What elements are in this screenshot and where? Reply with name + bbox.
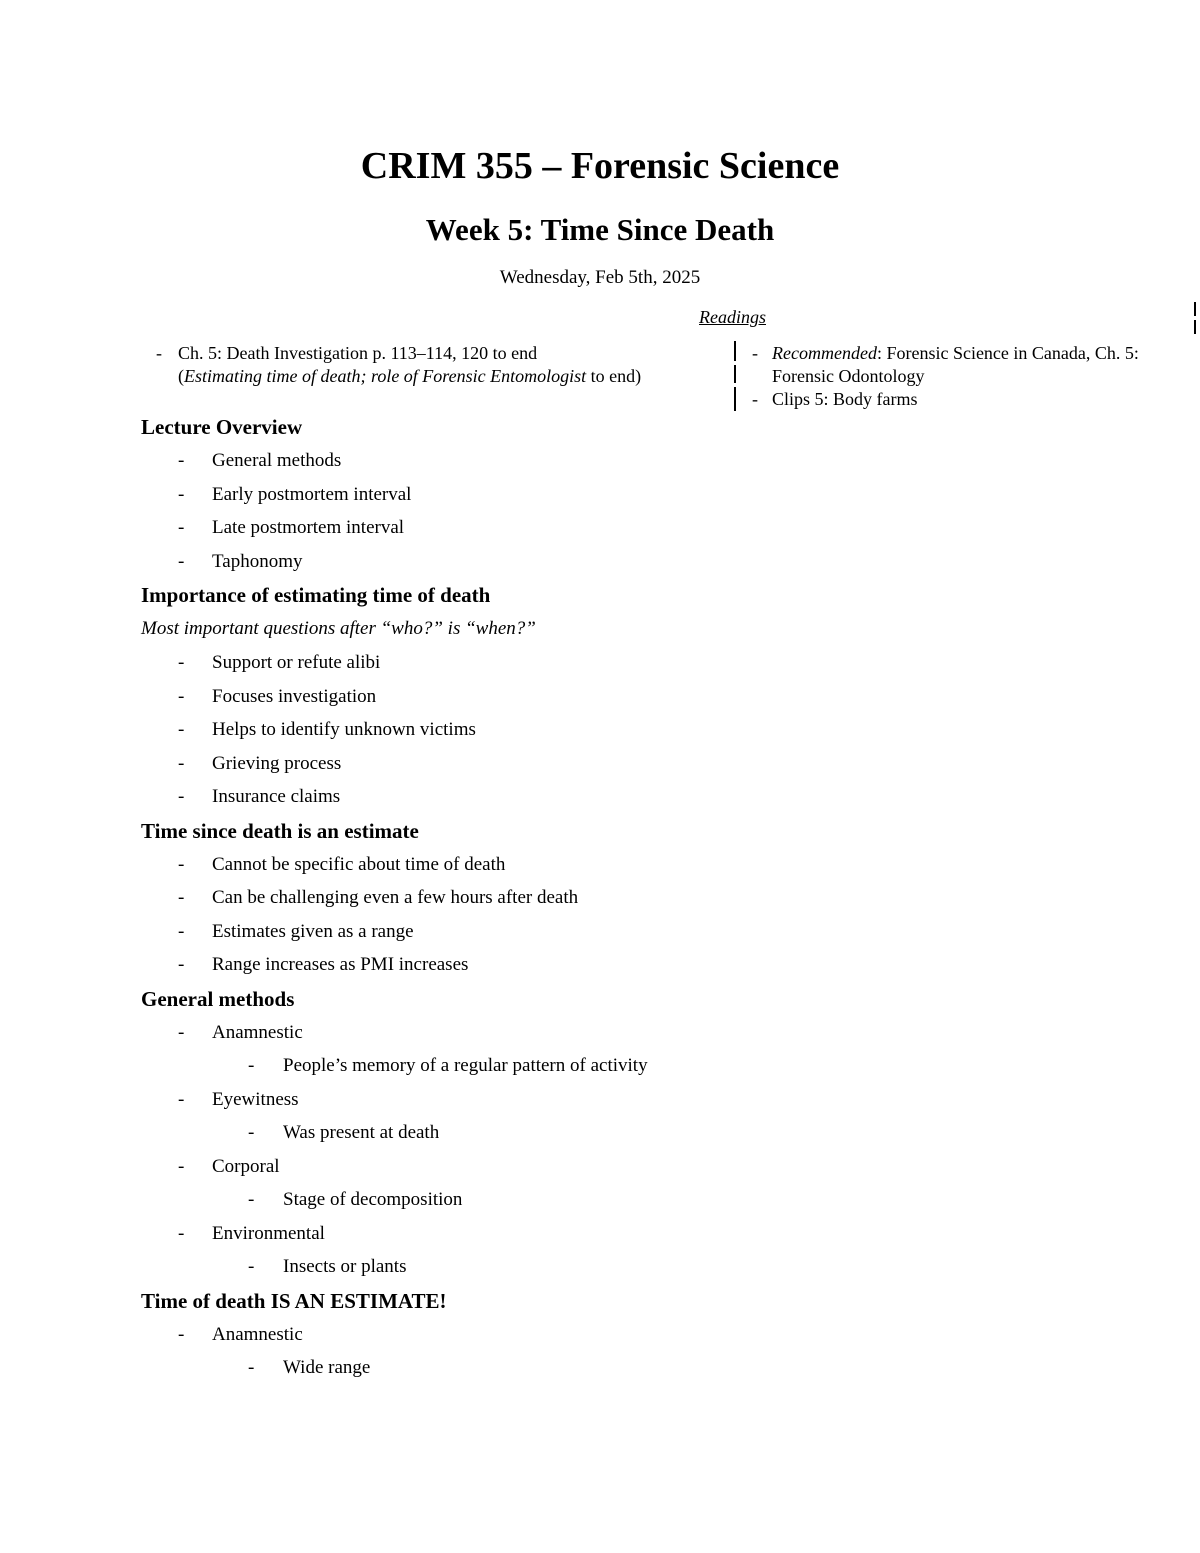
bullet-dash: - <box>178 550 185 572</box>
bullet-dash: - <box>178 786 185 807</box>
bullet-dash: - <box>178 954 185 975</box>
section-heading: Time since death is an estimate <box>141 818 419 843</box>
list-item-text: Range increases as PMI increases <box>212 954 469 975</box>
bullet-dash: - <box>178 685 185 707</box>
bullet-dash: - <box>178 483 185 505</box>
list-item-text: Anamnestic <box>212 1323 303 1345</box>
list-item-text: Environmental <box>212 1222 325 1244</box>
list-item-text: Can be challenging even a few hours after death <box>212 887 579 908</box>
list-item <box>141 545 1041 579</box>
sub-list-item-text: Wide range <box>283 1357 371 1378</box>
bullet-dash: - <box>178 752 185 774</box>
column-divider <box>734 365 736 383</box>
list-item <box>141 511 1041 545</box>
sub-list-item <box>141 1116 1041 1150</box>
bullet-dash: - <box>178 887 185 908</box>
bullet-dash: - <box>248 1357 255 1378</box>
list-item-text: Early postmortem interval <box>212 483 412 505</box>
bullet-dash: - <box>156 343 162 363</box>
section-heading: General methods <box>141 986 295 1011</box>
list-item-text: General methods <box>212 450 342 471</box>
list-item-text: Grieving process <box>212 752 342 774</box>
list-item <box>141 444 1041 478</box>
recommended-reading-item <box>752 342 1192 388</box>
list-item-text: Eyewitness <box>212 1088 299 1110</box>
bullet-dash: - <box>752 389 758 409</box>
bullet-dash: - <box>178 450 185 471</box>
recommended-reading <box>752 342 1192 411</box>
required-reading-line2 <box>178 365 716 388</box>
sub-list-item-text: Stage of decomposition <box>283 1189 463 1210</box>
sub-list-item-text: Was present at death <box>283 1122 440 1143</box>
required-reading-line1: Ch. 5: Death Investigation p. 113–114, 120 to end <box>178 343 538 363</box>
bullet-dash: - <box>178 517 185 538</box>
bullet-dash: - <box>178 853 185 875</box>
column-divider <box>734 341 736 361</box>
list-item <box>141 478 1041 512</box>
bullet-dash: - <box>178 1222 185 1244</box>
bullet-dash: - <box>178 1088 185 1110</box>
bullet-dash: - <box>248 1122 255 1143</box>
bullet-dash: - <box>178 1323 185 1345</box>
bullet-dash: - <box>178 719 185 740</box>
sub-list-item-text: People’s memory of a regular pattern of activity <box>283 1055 648 1076</box>
bullet-dash: - <box>248 1055 255 1076</box>
bullet-dash: - <box>178 1021 185 1043</box>
bullet-dash: - <box>752 343 758 363</box>
bullet-dash: - <box>178 652 185 673</box>
paren-open: ( <box>178 366 184 386</box>
list-item-text: Focuses investigation <box>212 685 377 707</box>
list-item-text: Support or refute alibi <box>212 652 381 673</box>
list-item-text: Corporal <box>212 1155 280 1177</box>
list-item-text: Cannot be specific about time of death <box>212 853 506 875</box>
bullet-dash: - <box>178 920 185 942</box>
required-reading <box>156 342 716 388</box>
list-item-text: Anamnestic <box>212 1021 303 1043</box>
list-item <box>141 713 1041 747</box>
column-divider <box>1194 320 1196 334</box>
section-heading: Time of death IS AN ESTIMATE! <box>141 1288 447 1313</box>
bullet-dash: - <box>248 1256 255 1277</box>
required-reading-tail: to end) <box>586 366 642 386</box>
list-item <box>141 848 1041 882</box>
column-divider <box>734 387 736 411</box>
readings-label: Readings <box>699 307 766 327</box>
recommended-reading-item <box>752 388 1192 411</box>
clips-reading-text: Clips 5: Body farms <box>772 389 918 409</box>
list-item-text: Taphonomy <box>212 550 303 572</box>
list-item <box>141 1150 1041 1184</box>
list-item-text: Insurance claims <box>212 786 341 807</box>
list-item <box>141 915 1041 949</box>
recommended-reading-text: : Forensic Science in Canada, Ch. 5: Forensic Odontology <box>772 343 1139 386</box>
section-heading: Lecture Overview <box>141 415 303 439</box>
document-title: CRIM 355 – Forensic Science <box>360 145 840 187</box>
list-item <box>141 747 1041 781</box>
list-item <box>141 646 1041 680</box>
section-note: Most important questions after “who?” is “when?” <box>141 618 536 639</box>
recommended-label: Recommended <box>772 343 877 363</box>
section-heading: Importance of estimating time of death <box>141 583 491 607</box>
sub-list-item <box>141 1049 1041 1083</box>
notes-body <box>141 410 1041 1385</box>
list-item <box>141 780 1041 814</box>
list-item <box>141 1016 1041 1050</box>
column-divider <box>1194 302 1196 316</box>
list-item-text: Helps to identify unknown victims <box>212 719 476 740</box>
sub-list-item <box>141 1183 1041 1217</box>
lecture-date: Wednesday, Feb 5th, 2025 <box>499 267 701 288</box>
list-item <box>141 881 1041 915</box>
list-item-text: Late postmortem interval <box>212 517 405 538</box>
list-item <box>141 680 1041 714</box>
sub-list-item-text: Insects or plants <box>283 1256 407 1277</box>
list-item <box>141 1217 1041 1251</box>
required-reading-topic: Estimating time of death; role of Forensic Entomologist <box>184 366 587 386</box>
sub-list-item <box>141 1351 1041 1385</box>
list-item <box>141 1083 1041 1117</box>
bullet-dash: - <box>178 1155 185 1177</box>
document-subtitle: Week 5: Time Since Death <box>425 212 775 247</box>
list-item-text: Estimates given as a range <box>212 920 414 942</box>
list-item <box>141 948 1041 982</box>
sub-list-item <box>141 1250 1041 1284</box>
bullet-dash: - <box>248 1189 255 1210</box>
list-item <box>141 1318 1041 1352</box>
